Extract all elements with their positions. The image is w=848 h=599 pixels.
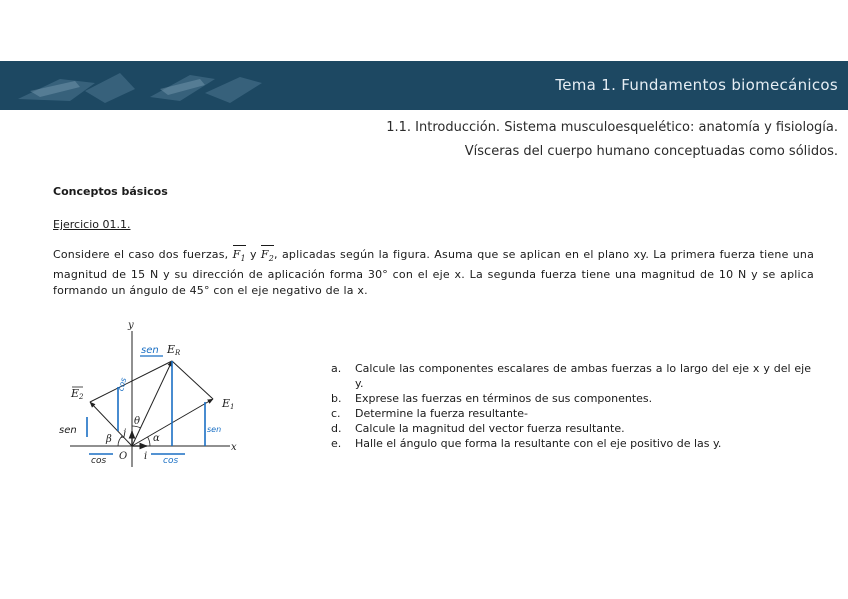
y-axis-label: y — [128, 320, 134, 331]
vector-f1: $F_1$ — [233, 247, 246, 267]
question-text: Exprese las fuerzas en términos de sus componentes. — [355, 392, 653, 405]
parallelogram-side-1 — [90, 361, 172, 402]
e2-label: E2 — [71, 387, 84, 401]
parallelogram-side-2 — [172, 361, 213, 399]
question-text: Halle el ángulo que forma la resultante con el eje positivo de las y. — [355, 437, 722, 450]
problem-statement — [53, 247, 814, 299]
origin-label: O — [119, 451, 128, 462]
question-marker: b. — [331, 392, 342, 405]
exercise-label: Ejercicio 01.1. — [53, 218, 131, 231]
vector-f2: $F_2$ — [261, 247, 274, 267]
question-text: Calcule las componentes escalares de ambas fuerzas a lo largo del eje x y del eje y. — [355, 362, 811, 390]
j-label: j — [123, 428, 127, 439]
question-item — [331, 391, 811, 406]
problem-text-2: , aplicadas según la figura. Asuma que se aplican en el plano xy. La primera fuerza tiene una magnitud de 15 N y su dirección de aplicación forma 30° con el eje x. La segunda fuerza tiene una magnitud de 10 N y se aplica formando un ángulo de 45° con el eje negativo de la x. — [53, 248, 815, 298]
force-diagram — [55, 317, 245, 467]
hand-sen-left: sen — [59, 425, 77, 436]
alpha-label: α — [153, 433, 160, 444]
section-heading: Conceptos básicos — [53, 185, 168, 198]
question-marker: d. — [331, 422, 342, 435]
banner-decoration — [0, 61, 280, 110]
vector-er — [132, 361, 172, 446]
hand-sen-right: sen — [207, 425, 222, 434]
hand-cos-vertical: cos — [116, 376, 129, 393]
hand-sen-top: sen — [141, 345, 159, 356]
question-item — [331, 421, 811, 436]
subtitle-subtopic: Vísceras del cuerpo humano conceptuadas como sólidos. — [464, 144, 838, 159]
question-list — [331, 361, 811, 451]
problem-text-1: Considere el caso dos fuerzas, — [53, 248, 229, 261]
hand-cos-right: cos — [163, 456, 179, 466]
question-text: Calcule la magnitud del vector fuerza resultante. — [355, 422, 625, 435]
theta-label: θ — [134, 416, 141, 427]
question-item — [331, 406, 811, 421]
subtitle-topic: 1.1. Introducción. Sistema musculoesquelético: anatomía y fisiología. — [386, 120, 838, 135]
er-label: ER — [167, 343, 181, 357]
e1-label: E1 — [222, 397, 235, 411]
x-axis-label: x — [231, 442, 237, 453]
beta-label: β — [106, 434, 112, 445]
angle-beta-arc — [118, 436, 122, 446]
question-item — [331, 361, 811, 391]
question-text: Determine la fuerza resultante- — [355, 407, 528, 420]
angle-alpha-arc — [148, 437, 150, 446]
question-marker: a. — [331, 362, 342, 375]
question-marker: e. — [331, 437, 342, 450]
hand-cos-left: cos — [91, 456, 107, 466]
question-marker: c. — [331, 407, 341, 420]
page-title: Tema 1. Fundamentos biomecánicos — [555, 76, 838, 94]
header-banner — [0, 61, 848, 110]
i-label: i — [144, 451, 148, 462]
problem-text-and: y — [249, 248, 257, 261]
question-item — [331, 436, 811, 451]
